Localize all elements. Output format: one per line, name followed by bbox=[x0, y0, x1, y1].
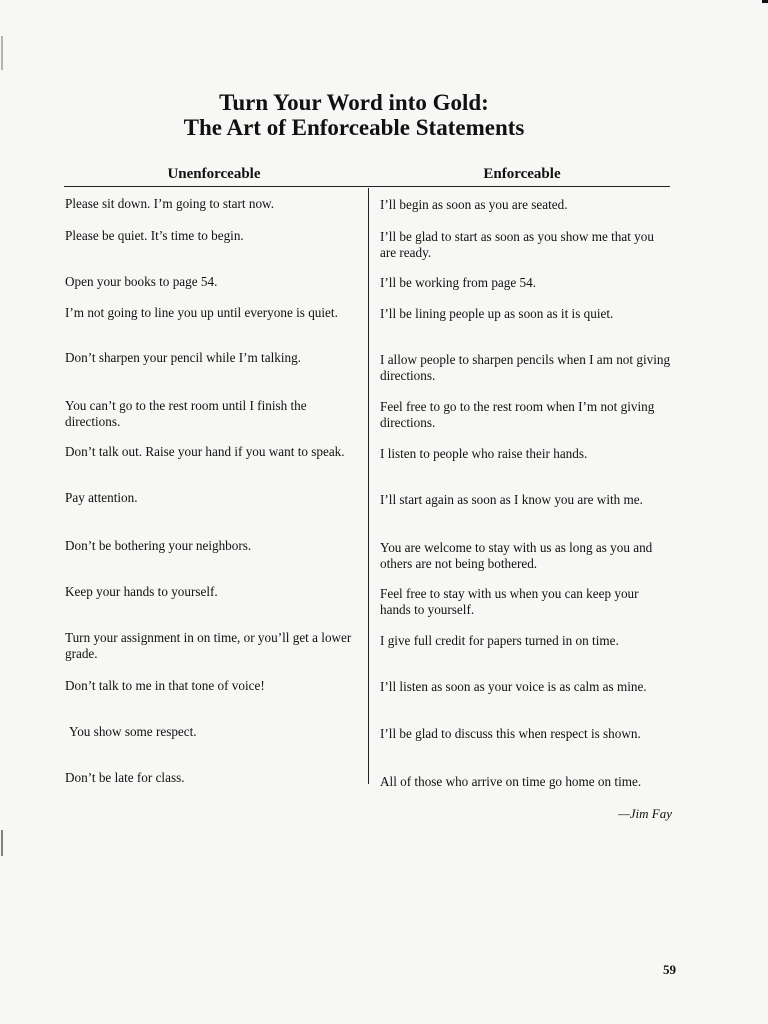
enforceable-statement: I listen to people who raise their hands. bbox=[380, 446, 588, 461]
unenforceable-statement: Pay attention. bbox=[65, 490, 138, 505]
enforceable-statement: I’ll listen as soon as your voice is as calm as mine. bbox=[380, 679, 647, 694]
enforceable-statement: I’ll be working from page 54. bbox=[380, 275, 537, 290]
unenforceable-statement: Keep your hands to yourself. bbox=[65, 584, 218, 599]
column-divider bbox=[368, 188, 369, 784]
enforceable-statement: Feel free to go to the rest room when I’m not giving directions. bbox=[380, 399, 655, 430]
enforceable-statement: I’ll start again as soon as I know you are with me. bbox=[380, 492, 643, 507]
scan-edge-mark bbox=[1, 36, 3, 70]
enforceable-statement: I’ll be glad to start as soon as you show me that you are ready. bbox=[380, 229, 654, 260]
title-line-2: The Art of Enforceable Statements bbox=[183, 115, 525, 140]
unenforceable-statement: Don’t be late for class. bbox=[65, 770, 185, 785]
unenforceable-statement: Please sit down. I’m going to start now. bbox=[65, 196, 275, 211]
unenforceable-statement: Don’t sharpen your pencil while I’m talking. bbox=[65, 350, 301, 365]
enforceable-statement: Feel free to stay with us when you can keep your hands to yourself. bbox=[380, 586, 639, 617]
enforceable-statement: I’ll begin as soon as you are seated. bbox=[380, 197, 568, 212]
enforceable-statement: I’ll be glad to discuss this when respect is shown. bbox=[380, 726, 641, 741]
page-title bbox=[0, 90, 708, 140]
unenforceable-statement: You can’t go to the rest room until I finish the directions. bbox=[65, 398, 307, 429]
enforceable-statement: I give full credit for papers turned in on time. bbox=[380, 633, 619, 648]
attribution: —Jim Fay bbox=[618, 806, 672, 821]
scan-edge-mark bbox=[1, 830, 3, 856]
title-line-1: Turn Your Word into Gold: bbox=[219, 90, 489, 115]
header-rule bbox=[64, 186, 670, 187]
unenforceable-statement: Open your books to page 54. bbox=[65, 274, 218, 289]
unenforceable-statement: Turn your assignment in on time, or you’ll get a lower grade. bbox=[65, 630, 352, 661]
unenforceable-statement: Don’t talk out. Raise your hand if you want to speak. bbox=[65, 444, 345, 459]
enforceable-statement: All of those who arrive on time go home on time. bbox=[380, 774, 642, 789]
enforceable-statement: You are welcome to stay with us as long as you and others are not being bothered. bbox=[380, 540, 653, 571]
enforceable-statement: I’ll be lining people up as soon as it is quiet. bbox=[380, 306, 614, 321]
scan-corner-mark bbox=[762, 0, 768, 3]
column-header-unenforceable: Unenforceable bbox=[167, 166, 261, 182]
unenforceable-statement: Don’t talk to me in that tone of voice! bbox=[65, 678, 265, 693]
page-number: 59 bbox=[663, 962, 676, 977]
column-header-enforceable: Enforceable bbox=[483, 166, 561, 182]
unenforceable-statement: I’m not going to line you up until everyone is quiet. bbox=[65, 305, 338, 320]
enforceable-statement: I allow people to sharpen pencils when I am not giving directions. bbox=[380, 352, 671, 383]
unenforceable-statement: Don’t be bothering your neighbors. bbox=[65, 538, 252, 553]
unenforceable-statement: You show some respect. bbox=[69, 724, 197, 739]
unenforceable-statement: Please be quiet. It’s time to begin. bbox=[65, 228, 244, 243]
